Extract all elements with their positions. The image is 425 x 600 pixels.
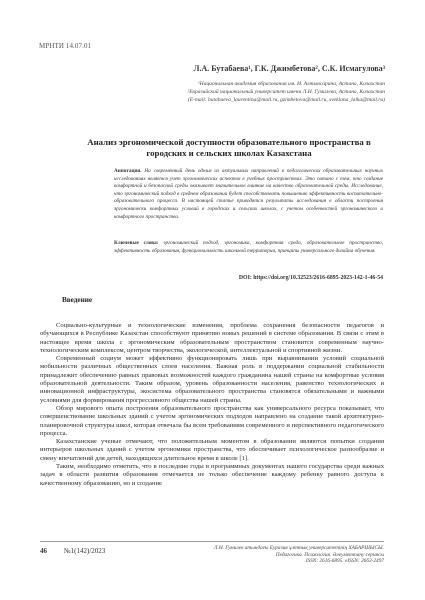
abstract: [114, 168, 383, 221]
mrnti-code: МРНТИ 14.07.01: [39, 42, 92, 50]
keywords: [114, 240, 383, 255]
keywords-text: эргономический подход, эргономика, комфортная среда, образовательное пространство, эффективность образования, функциональность школьной территории, принципы универсального дизайна обучения.: [114, 240, 383, 254]
body-text: [40, 322, 384, 488]
affiliation-emails: (E-mail: butabaeva_laurentina@mail.ru, gzimbetova@mail.ru, sveklana_lalka@mail.ru): [187, 97, 385, 103]
page-number: 46: [40, 547, 47, 555]
footer-divider: [40, 541, 384, 542]
abstract-label: Аннотация.: [114, 168, 142, 174]
paragraph: Социально-культурные и технологические изменения, проблема сохранения безопасности педагогов и обучающихся в Республике Казахстан способствуют принятию новых решений в системе образования. В связи с этим в настоящее время школа с эргономическим образовательным пространством становится современным научно-технологическим комплексом, центром творчества, экологической, интеллектуальной и спортивной жизни.: [40, 322, 384, 354]
affiliations-block: [70, 80, 385, 104]
paragraph: Казахстанские ученые отмечают, что положительным моментом в образовании являются попытки создания интерьеров школьных зданий с учетом эргономики пространства, что обеспечивает психологическое разнообразие и смену впечатлений для детей, находящихся длительное время в школе [1].: [40, 438, 384, 462]
abstract-text: На современный день одним из актуальных направлений в педагогических образовательных научных исследованиях является учет эргономических аспектов в учебных пространствах. Это связано с тем, что создание комфортной и безопасной среды оказывает значительное влияние на качество образовательной среды. Исследование, что эргономический подход в среднем образовании будет способствовать повышению эффективности воспитательно-образовательного процесса. В настоящей статье приводятся результаты исследования в области построения эргономически комфортных условий в городских и сельских школах, с учетом особенностей эргономического и комфортного пространства.: [114, 168, 383, 220]
doi-link[interactable]: DOI: https://doi.org/10.32523/2616-6895-2023-142-1-46-54: [238, 275, 383, 281]
paragraph: Таким, необходимо отметить, что в последние годы в программных документах нашего государства среди важных задач в области развития образования отмечается не только обеспечение каждому ребенку равного доступа к качественному образованию, но и создание: [40, 463, 384, 487]
keywords-label: Ключевые слова:: [114, 240, 159, 246]
journal-name: Л.Н. Гумилев атындағы Еуразия ұлттық университетінің ХАБАРШЫСЫ.: [213, 545, 384, 551]
affiliation-1: ¹Национальная академия образования им. И. Алтынсарина, Астана, Казахстан: [198, 81, 385, 87]
affiliation-2: ²Евразийский национальный университет имени Л.Н. Гумилева, Астана, Казахстан: [187, 89, 385, 95]
article-title: Анализ эргономической доступности образовательного пространства в городских и сельских школах Казахстана: [87, 137, 371, 158]
authors-line: Л.А. Бутабаева¹, Г.К. Джимбетова², С.К. Исмагулова³: [193, 64, 385, 73]
section-heading-introduction: Введение: [62, 296, 93, 304]
journal-series: Педагогика. Психология. Әлеуметтану сериясы: [275, 551, 384, 558]
paragraph: Современный социум может эффективно функционировать лишь при выравнивании условий социальной мобильности различных общественных слоев населения. Важная роль в поддержании социальной стабильности принадлежит обеспечению равных правовых возможностей каждого гражданина нашей страны на комфортные условия образовательной деятельности. Таким образом, уровень образованности населения, равенство технологических и инновационной инфраструктуры, экосистема образовательного пространства становятся обязательными и важными условиями для формирования прогрессивного общества нашей страны.: [40, 355, 384, 404]
paragraph: Обзор мирового опыта построения образовательного пространства как универсального ресурса показывает, что совершенствование школьных зданий с учетом эргономических подходов направлено на создание такой архитектурно-планировочной структуры школ, которая отвечала бы всем требованиям современного и перспективного педагогического процесса.: [40, 404, 384, 437]
journal-issn: ISSN: 2616-6895. eISSN: 2663-2497: [305, 558, 384, 565]
issue-number: №1(142)/2023: [64, 547, 106, 555]
journal-info: [214, 545, 384, 565]
